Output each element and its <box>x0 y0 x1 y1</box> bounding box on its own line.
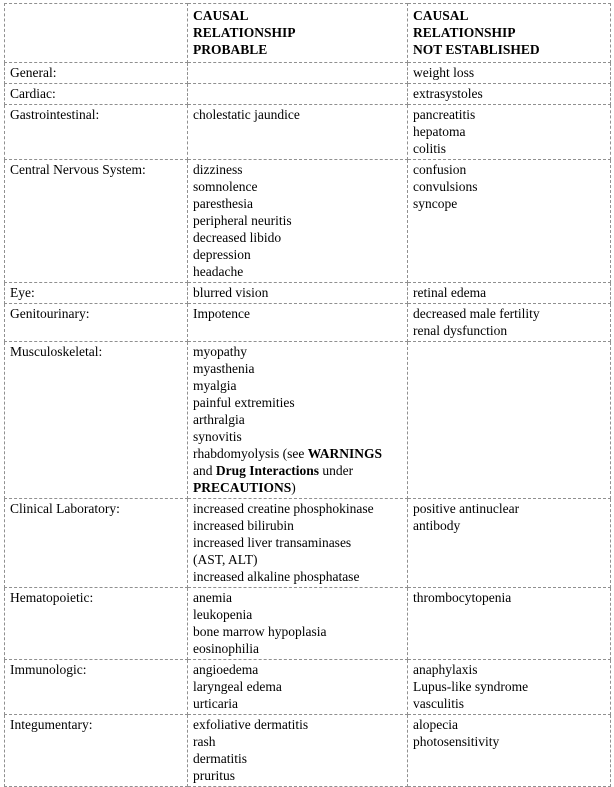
cell-line-category: Musculoskeletal: <box>10 344 103 359</box>
cell-line: anaphylaxis <box>413 662 478 677</box>
table-row <box>5 160 611 283</box>
not-established-cell <box>408 160 611 283</box>
cell-line <box>193 479 402 496</box>
cell-line: positive antinuclear <box>413 501 520 516</box>
table-row <box>5 63 611 84</box>
cell-line: antibody <box>413 518 461 533</box>
cell-line: increased bilirubin <box>193 518 294 533</box>
probable-cell <box>188 499 408 588</box>
cell-line: headache <box>193 264 244 279</box>
cell-line: anemia <box>193 590 232 605</box>
cell-line-header: RELATIONSHIP <box>413 25 516 40</box>
cell-line: blurred vision <box>193 285 269 300</box>
cell-line-category: Genitourinary: <box>10 306 90 321</box>
cell-line-header: RELATIONSHIP <box>193 25 296 40</box>
not-established-cell <box>408 105 611 160</box>
probable-cell <box>188 304 408 342</box>
category-cell <box>5 84 188 105</box>
cell-line-header: CAUSAL <box>413 8 469 23</box>
cell-line: laryngeal edema <box>193 679 282 694</box>
probable-cell <box>188 342 408 499</box>
cell-line: hepatoma <box>413 124 466 139</box>
cell-line-category: Hematopoietic: <box>10 590 94 605</box>
table-row <box>5 588 611 660</box>
cell-line: myalgia <box>193 378 237 393</box>
table-row <box>5 105 611 160</box>
cell-line: synovitis <box>193 429 242 444</box>
adverse-reactions-table <box>4 3 611 787</box>
cell-line: painful extremities <box>193 395 295 410</box>
bold-cross-reference: WARNINGS <box>307 446 382 461</box>
probable-cell <box>188 63 408 84</box>
cell-line: increased alkaline phosphatase <box>193 569 360 584</box>
category-cell <box>5 499 188 588</box>
cell-line-header: CAUSAL <box>193 8 249 23</box>
cell-line-category: Immunologic: <box>10 662 87 677</box>
text-segment: ) <box>291 480 296 495</box>
table-row <box>5 715 611 787</box>
text-segment: rhabdomyolysis (see <box>193 446 308 461</box>
table-header <box>5 4 611 63</box>
cell-line: vasculitis <box>413 696 464 711</box>
cell-line: angioedema <box>193 662 259 677</box>
cell-line: photosensitivity <box>413 734 500 749</box>
cell-line: urticaria <box>193 696 238 711</box>
header-cell-empty <box>5 4 188 63</box>
not-established-cell <box>408 84 611 105</box>
cell-line: decreased libido <box>193 230 282 245</box>
category-cell <box>5 304 188 342</box>
cell-line <box>193 445 402 462</box>
cell-line: convulsions <box>413 179 478 194</box>
cell-line: retinal edema <box>413 285 487 300</box>
text-segment: and <box>193 463 216 478</box>
cell-line-category: Integumentary: <box>10 717 93 732</box>
not-established-cell <box>408 660 611 715</box>
cell-line: paresthesia <box>193 196 253 211</box>
cell-line-header: PROBABLE <box>193 42 268 57</box>
category-cell <box>5 588 188 660</box>
table-row <box>5 84 611 105</box>
cell-line: thrombocytopenia <box>413 590 512 605</box>
category-cell <box>5 160 188 283</box>
probable-cell <box>188 283 408 304</box>
bold-cross-reference: PRECAUTIONS <box>193 480 292 495</box>
category-cell <box>5 105 188 160</box>
cell-line-header: NOT ESTABLISHED <box>413 42 540 57</box>
not-established-cell <box>408 63 611 84</box>
cell-line: increased liver transaminases <box>193 535 352 550</box>
table-row <box>5 342 611 499</box>
cell-line: myasthenia <box>193 361 255 376</box>
cell-line: Impotence <box>193 306 250 321</box>
table-row <box>5 499 611 588</box>
probable-cell <box>188 588 408 660</box>
category-cell <box>5 660 188 715</box>
not-established-cell <box>408 342 611 499</box>
table-row <box>5 283 611 304</box>
category-cell <box>5 715 188 787</box>
cell-line: renal dysfunction <box>413 323 508 338</box>
cell-line: (AST, ALT) <box>193 552 258 567</box>
cell-line <box>193 462 402 479</box>
cell-line: exfoliative dermatitis <box>193 717 309 732</box>
cell-line-category: Gastrointestinal: <box>10 107 100 122</box>
not-established-cell <box>408 715 611 787</box>
cell-line: syncope <box>413 196 458 211</box>
table-body <box>5 63 611 787</box>
cell-line: bone marrow hypoplasia <box>193 624 327 639</box>
cell-line: eosinophilia <box>193 641 259 656</box>
cell-line: increased creatine phosphokinase <box>193 501 374 516</box>
cell-line: pancreatitis <box>413 107 476 122</box>
cell-line-category: Central Nervous System: <box>10 162 146 177</box>
table-row <box>5 304 611 342</box>
cell-line: arthralgia <box>193 412 245 427</box>
text-segment: under <box>319 463 354 478</box>
probable-cell <box>188 660 408 715</box>
cell-line: leukopenia <box>193 607 253 622</box>
bold-cross-reference: Drug Interactions <box>215 463 319 478</box>
table-row <box>5 660 611 715</box>
header-cell-not-established <box>408 4 611 63</box>
cell-line: dizziness <box>193 162 243 177</box>
probable-cell <box>188 160 408 283</box>
not-established-cell <box>408 499 611 588</box>
cell-line: Lupus-like syndrome <box>413 679 529 694</box>
header-cell-probable <box>188 4 408 63</box>
cell-line: cholestatic jaundice <box>193 107 300 122</box>
cell-line: depression <box>193 247 251 262</box>
not-established-cell <box>408 588 611 660</box>
cell-line: extrasystoles <box>413 86 483 101</box>
cell-line: confusion <box>413 162 467 177</box>
not-established-cell <box>408 304 611 342</box>
probable-cell <box>188 715 408 787</box>
cell-line: peripheral neuritis <box>193 213 292 228</box>
cell-line: myopathy <box>193 344 247 359</box>
header-row <box>5 4 611 63</box>
category-cell <box>5 63 188 84</box>
cell-line: somnolence <box>193 179 258 194</box>
not-established-cell <box>408 283 611 304</box>
cell-line: rash <box>193 734 216 749</box>
category-cell <box>5 283 188 304</box>
probable-cell <box>188 84 408 105</box>
category-cell <box>5 342 188 499</box>
cell-line: weight loss <box>413 65 475 80</box>
cell-line-category: Cardiac: <box>10 86 56 101</box>
probable-cell <box>188 105 408 160</box>
cell-line: alopecia <box>413 717 458 732</box>
cell-line: dermatitis <box>193 751 247 766</box>
cell-line: decreased male fertility <box>413 306 540 321</box>
cell-line-category: Clinical Laboratory: <box>10 501 120 516</box>
cell-line: pruritus <box>193 768 235 783</box>
cell-line-category: General: <box>10 65 57 80</box>
cell-line-category: Eye: <box>10 285 35 300</box>
cell-line: colitis <box>413 141 446 156</box>
